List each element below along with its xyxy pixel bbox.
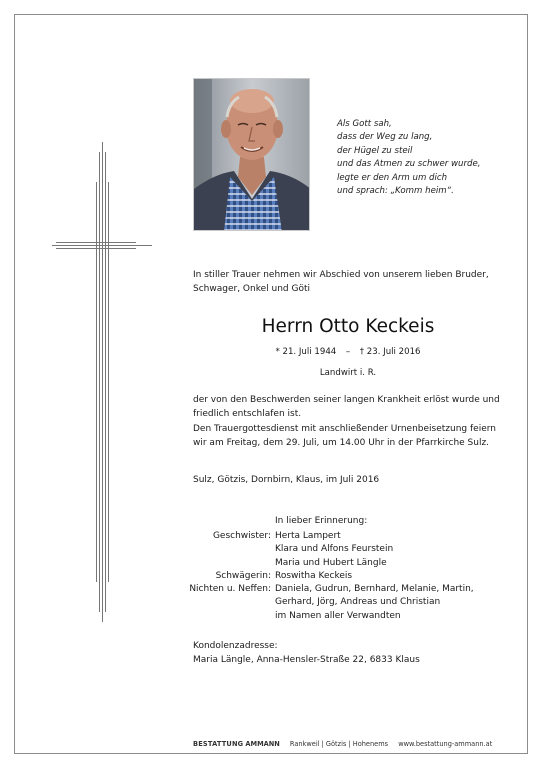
poem (337, 118, 527, 198)
poem-line: und sprach: „Komm heim“. (337, 186, 454, 197)
intro-text: In stiller Trauer nehmen wir Abschied von unserem lieben Bruder, Schwager, Onkel und Göti (193, 270, 489, 294)
family-name: Daniela, Gudrun, Bernhard, Melanie, Martin, (275, 584, 474, 595)
deceased-name: Herrn Otto Keckeis (261, 316, 435, 337)
family-name: im Namen aller Verwandten (275, 610, 401, 621)
condolence-label: Kondolenzadresse: (193, 641, 278, 651)
footer-locations: Rankweil | Götzis | Hohenems (289, 740, 389, 748)
life-dates (193, 347, 503, 357)
poem-line: Als Gott sah, (337, 119, 392, 129)
family-name: Gerhard, Jörg, Andreas und Christian (275, 597, 441, 608)
footer-website-link[interactable]: www.bestattung-ammann.at (398, 740, 493, 748)
funeral-paragraph: Den Trauergottesdienst mit anschließender Urnenbeisetzung feiern wir am Freitag, dem 29. Juli, um 14.00 Uhr in der Pfarrkirche Sulz. (193, 424, 496, 448)
family-row (165, 583, 515, 623)
date-separator: – (345, 347, 351, 357)
death-date: † 23. Juli 2016 (359, 347, 421, 357)
poem-line: und das Atmen zu schwer wurde, (337, 159, 481, 170)
birth-date: * 21. Juli 1944 (275, 347, 337, 357)
poem-line: legte er den Arm um dich (337, 172, 448, 183)
condolence-address-text: Maria Längle, Anna-Hensler-Straße 22, 6833 Klaus (193, 654, 420, 665)
passing-paragraph: der von den Beschwerden seiner langen Krankheit erlöst wurde und friedlich entschlafen ist. (193, 395, 500, 419)
family-label: Geschwister: (212, 531, 271, 541)
family-name: Klara und Alfons Feurstein (275, 544, 394, 555)
family-list (165, 530, 515, 623)
poem-line: dass der Weg zu lang, (337, 132, 433, 143)
footer-brand: BESTATTUNG (193, 740, 244, 748)
portrait-photo (193, 78, 310, 231)
family-name: Roswitha Keckeis (275, 570, 353, 581)
poem-line: der Hügel zu steil (337, 145, 413, 156)
family-name: Herta Lampert (275, 531, 341, 541)
family-row (165, 570, 515, 583)
family-label: Nichten u. Neffen: (189, 584, 271, 595)
condolence-address (193, 640, 420, 667)
family-name: Maria und Hubert Längle (275, 557, 387, 568)
family-row (165, 530, 515, 570)
family-label: Schwägerin: (215, 570, 271, 581)
occupation: Landwirt i. R. (319, 368, 377, 378)
place-date: Sulz, Götzis, Dornbirn, Klaus, im Juli 2016 (193, 475, 380, 485)
footer (193, 740, 492, 748)
footer-brand-name: AMMANN (245, 740, 280, 748)
memory-heading: In lieber Erinnerung: (275, 516, 368, 526)
cross-icon (52, 142, 156, 622)
